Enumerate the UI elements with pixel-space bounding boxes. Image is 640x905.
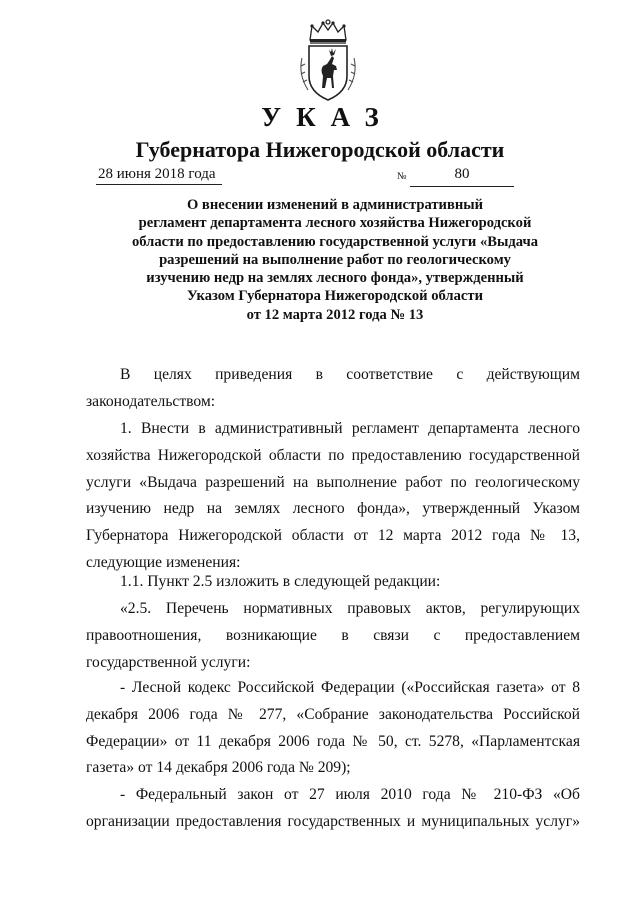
title-line: регламент департамента лесного хозяйства Нижегородской — [138, 215, 532, 232]
coat-of-arms-icon — [296, 18, 360, 102]
document-title — [96, 196, 574, 324]
paragraph-line: государственной услуги: — [86, 653, 251, 671]
paragraph-line: законодательством: — [86, 392, 216, 410]
paragraph-line: услуги «Выдача разрешений на выполнение работ по геологическому — [86, 473, 580, 491]
title-line: изучению недр на землях лесного фонда», утвержденный — [146, 270, 524, 287]
number-underline — [410, 186, 514, 187]
issuer-heading: Губернатора Нижегородской области — [135, 137, 505, 162]
paragraph-line: организации предоставления государственных и муниципальных услуг» — [86, 812, 580, 830]
document-date: 28 июня 2018 года — [96, 165, 222, 185]
item-1-1-paragraph — [86, 569, 580, 596]
item-2-5-paragraph — [86, 596, 580, 676]
paragraph-line: изучению недр на землях лесного фонда», утвержденный Указом — [86, 500, 580, 518]
paragraph-line: «2.5. Перечень нормативных правовых актов, регулирующих — [120, 600, 580, 617]
paragraph-line: правоотношения, возникающие в связи с предоставлением — [86, 626, 580, 644]
law-2-paragraph — [86, 782, 580, 836]
title-line: области по предоставлению государственной услуги «Выдача — [131, 233, 539, 250]
number-label: № — [397, 171, 407, 182]
item-1-paragraph — [86, 416, 580, 577]
title-line: О внесении изменений в административный — [186, 197, 484, 213]
document-number: 80 — [454, 166, 470, 182]
paragraph-line: 1.1. Пункт 2.5 изложить в следующей редакции: — [120, 573, 441, 590]
document-type-heading: УКАЗ — [261, 102, 394, 132]
paragraph-line: 1. Внести в административный регламент департамента лесного — [120, 420, 580, 437]
paragraph-line: следующие изменения: — [86, 553, 241, 571]
intro-paragraph — [86, 362, 580, 416]
paragraph-line: Губернатора Нижегородской области от 12 марта 2012 года № 13, — [86, 527, 580, 545]
paragraph-line: В целях приведения в соответствие с действующим — [120, 366, 580, 383]
paragraph-line: Федерации» от 11 декабря 2006 года № 50, ст. 5278, «Парламентская — [86, 732, 580, 750]
title-line: от 12 марта 2012 года № 13 — [246, 306, 424, 323]
title-line: Указом Губернатора Нижегородской области — [187, 288, 483, 305]
paragraph-line: - Федеральный закон от 27 июля 2010 года № 210-ФЗ «Об — [120, 786, 580, 803]
title-line: разрешений на выполнение работ по геологическому — [159, 251, 511, 268]
paragraph-line: - Лесной кодекс Российской Федерации («Российская газета» от 8 — [120, 679, 580, 696]
paragraph-line: декабря 2006 года № 277, «Собрание законодательства Российской — [86, 705, 580, 723]
paragraph-line: газета» от 14 декабря 2006 года № 209); — [86, 759, 351, 777]
paragraph-line: хозяйства Нижегородской области по предоставлению государственной — [86, 446, 580, 464]
law-1-paragraph — [86, 675, 580, 782]
